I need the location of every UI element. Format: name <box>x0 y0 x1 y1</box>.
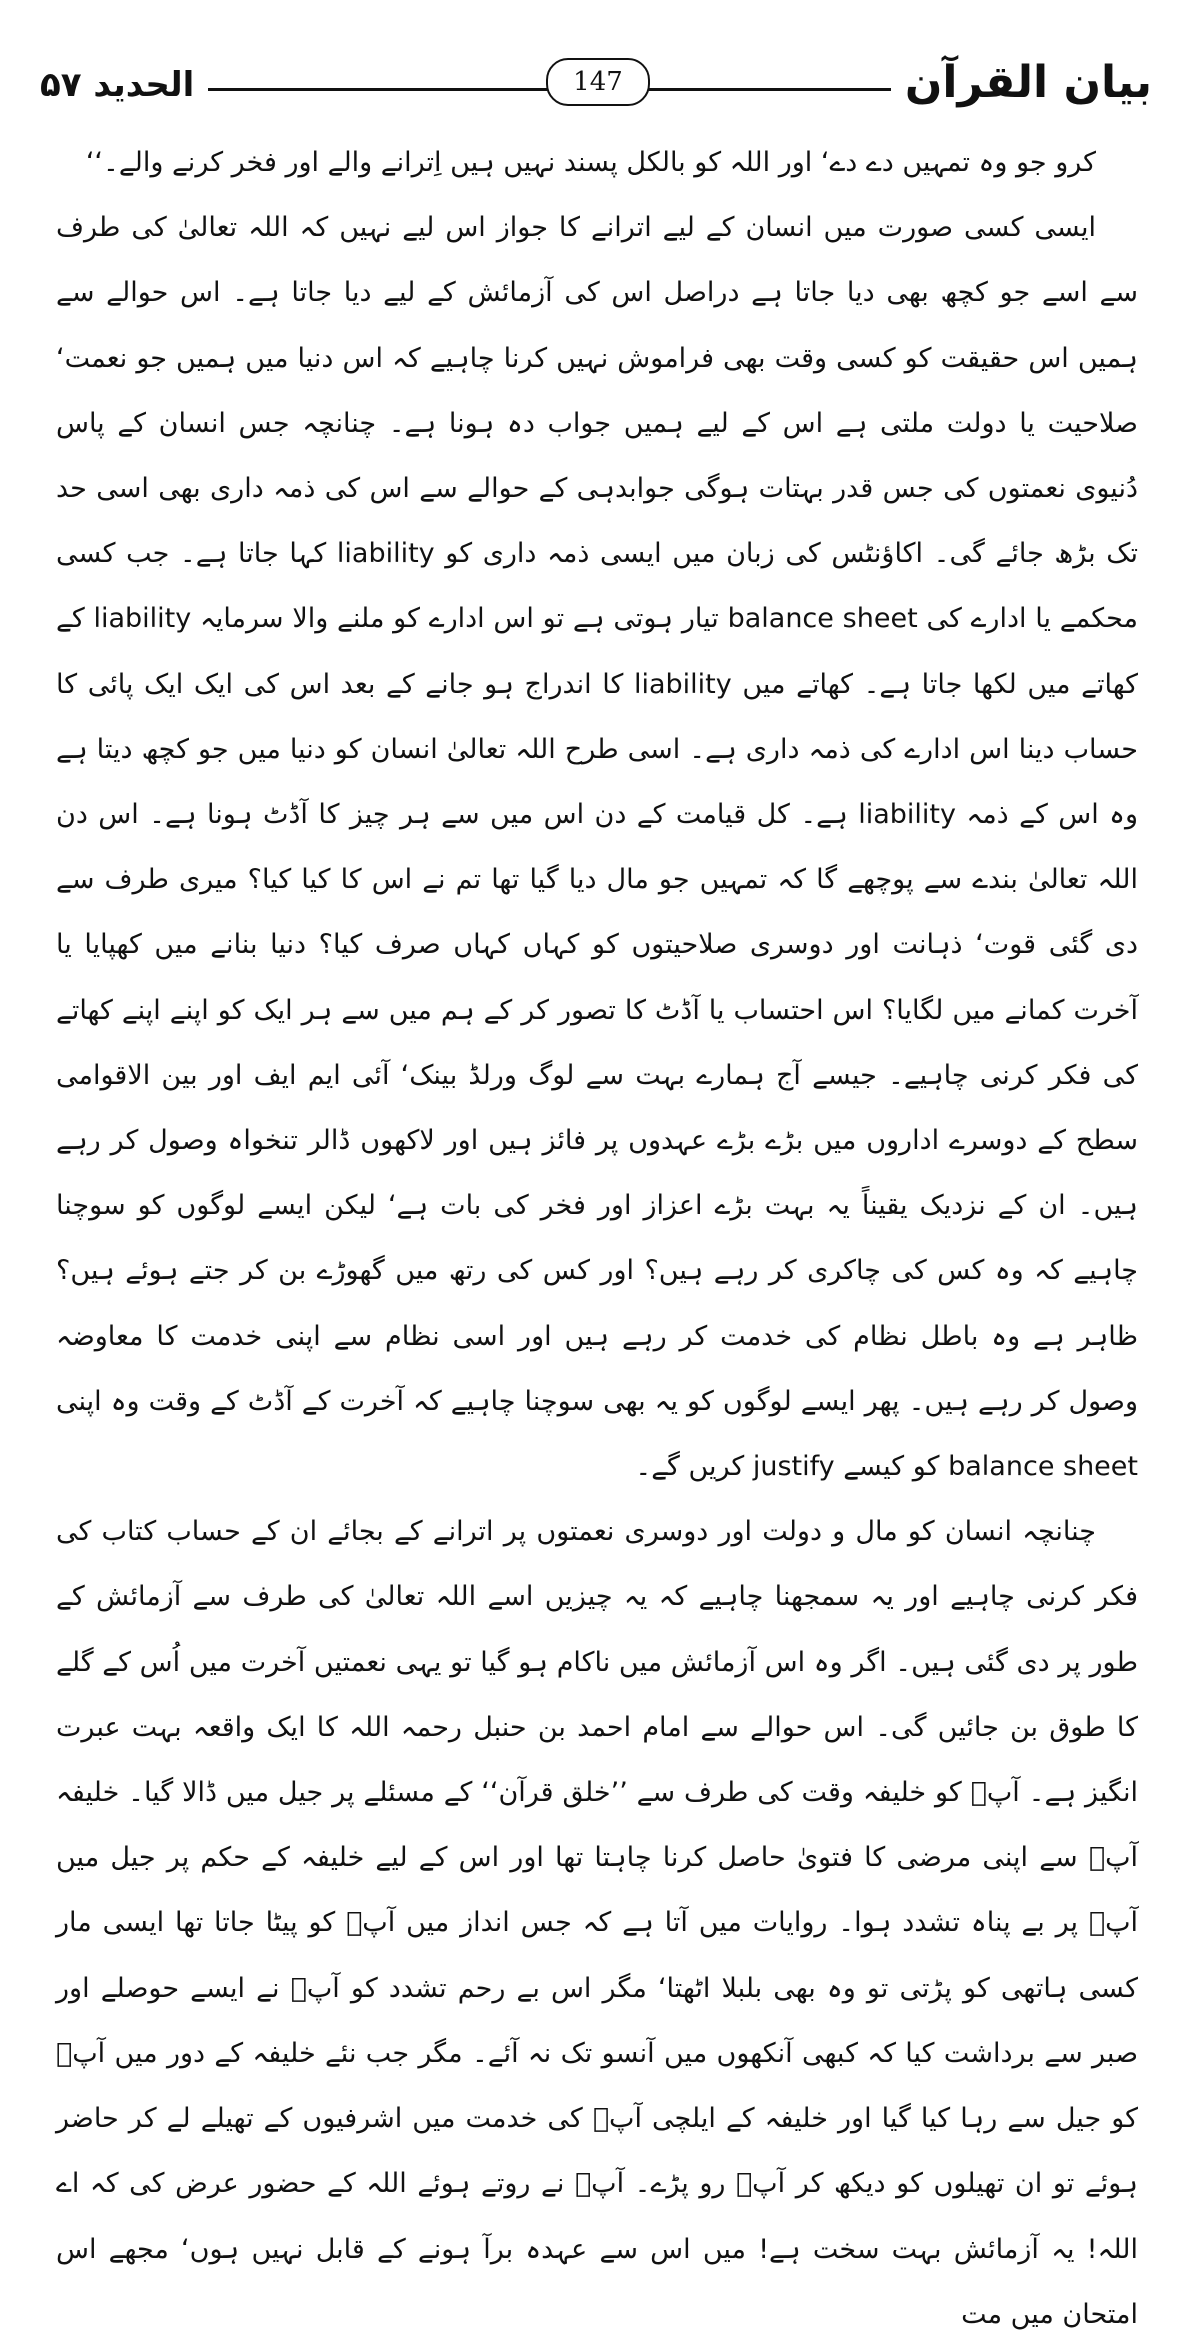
paragraph-imam-ahmad: چنانچہ انسان کو مال و دولت اور دوسری نعمتوں پر اترانے کے بجائے ان کے حساب کتاب کی فکر کرنی چاہیے اور یہ سمجھنا چاہیے کہ یہ چیزیں اسے اللہ تعالیٰ کی طرف سے آزمائش کے طور پر دی گئی ہیں۔ اگر وہ اس آزمائش میں ناکام ہو گیا تو یہی نعمتیں آخرت میں اُس کے گلے کا طوق بن جائیں گی۔ اس حوالے سے امام احمد بن حنبل رحمہ اللہ کا ایک واقعہ بہت عبرت انگیز ہے۔ آپؒ کو خلیفہ وقت کی طرف سے ’’خلق قرآن‘‘ کے مسئلے پر جیل میں ڈالا گیا۔ خلیفہ آپؒ سے اپنی مرضی کا فتویٰ حاصل کرنا چاہتا تھا اور اس کے لیے خلیفہ کے حکم پر جیل میں آپؒ پر بے پناہ تشدد ہوا۔ روایات میں آتا ہے کہ جس انداز میں آپؒ کو پیٹا جاتا تھا ایسی مار کسی ہاتھی کو پڑتی تو وہ بھی بلبلا اٹھتا‘ مگر اس بے رحم تشدد کو آپؒ نے ایسے حوصلے اور صبر سے برداشت کیا کہ کبھی آنکھوں میں آنسو تک نہ آئے۔ مگر جب نئے خلیفہ کے دور میں آپؒ کو جیل سے رہا کیا گیا اور خلیفہ کے ایلچی آپؒ کی خدمت میں اشرفیوں کے تھیلے لے کر حاضر ہوئے تو ان تھیلوں کو دیکھ کر آپؒ رو پڑے۔ آپؒ نے روتے ہوئے اللہ کے حضور عرض کی کہ اے اللہ! یہ آزمائش بہت سخت ہے! میں اس سے عہدہ برآ ہونے کے قابل نہیں ہوں‘ مجھے اس امتحان میں مت <box>56 1516 1138 2330</box>
book-title: بیان القرآن <box>891 52 1152 114</box>
body-text <box>56 130 1138 2347</box>
paragraph-quote-end: کرو جو وہ تمہیں دے دے‘ اور اللہ کو بالکل پسند نہیں ہیں اِترانے والے اور فخر کرنے والے۔‘‘ <box>85 147 1096 178</box>
paragraph-accountability: ایسی کسی صورت میں انسان کے لیے اترانے کا جواز اس لیے نہیں کہ اللہ تعالیٰ کی طرف سے اسے جو کچھ بھی دیا جاتا ہے دراصل اس کی آزمائش کے لیے دیا جاتا ہے۔ اس حوالے سے ہمیں اس حقیقت کو کسی وقت بھی فراموش نہیں کرنا چاہیے کہ اس دنیا میں ہمیں جو نعمت‘ صلاحیت یا دولت ملتی ہے اس کے لیے ہمیں جواب دہ ہونا ہے۔ چنانچہ جس انسان کے پاس دُنیوی نعمتوں کی جس قدر بہتات ہوگی جوابدہی کے حوالے سے اس کی ذمہ داری بھی اسی حد تک بڑھ جائے گی۔ اکاؤنٹس کی زبان میں ایسی ذمہ داری کو liability کہا جاتا ہے۔ جب کسی محکمے یا ادارے کی balance sheet تیار ہوتی ہے تو اس ادارے کو ملنے والا سرمایہ liability کے کھاتے میں لکھا جاتا ہے۔ کھاتے میں liability کا اندراج ہو جانے کے بعد اس کی ایک ایک پائی کا حساب دینا اس ادارے کی ذمہ داری ہے۔ اسی طرح اللہ تعالیٰ انسان کو دنیا میں جو کچھ دیتا ہے وہ اس کے ذمہ liability ہے۔ کل قیامت کے دن اس میں سے ہر چیز کا آڈٹ ہونا ہے۔ اس دن اللہ تعالیٰ بندے سے پوچھے گا کہ تمہیں جو مال دیا گیا تھا تم نے اس کا کیا کیا؟ میری طرف سے دی گئی قوت‘ ذہانت اور دوسری صلاحیتوں کو کہاں کہاں صرف کیا؟ دنیا بنانے میں کھپایا یا آخرت کمانے میں لگایا؟ اس احتساب یا آڈٹ کا تصور کر کے ہم میں سے ہر ایک کو اپنے اپنے کھاتے کی فکر کرنی چاہیے۔ جیسے آج ہمارے بہت سے لوگ ورلڈ بینک‘ آئی ایم ایف اور بین الاقوامی سطح کے دوسرے اداروں میں بڑے بڑے عہدوں پر فائز ہیں اور لاکھوں ڈالر تنخواہ وصول کر رہے ہیں۔ ان کے نزدیک یقیناً یہ بہت بڑے اعزاز اور فخر کی بات ہے‘ لیکن ایسے لوگوں کو سوچنا چاہیے کہ وہ کس کی چاکری کر رہے ہیں؟ اور کس کی رتھ میں گھوڑے بن کر جتے ہوئے ہیں؟ ظاہر ہے وہ باطل نظام کی خدمت کر رہے ہیں اور اسی نظام سے اپنی خدمت کا معاوضہ وصول کر رہے ہیں۔ پھر ایسے لوگوں کو یہ بھی سوچنا چاہیے کہ آخرت کے آڈٹ کے وقت وہ اپنی balance sheet کو کیسے justify کریں گے۔ <box>56 212 1138 1483</box>
page-header <box>40 52 1152 112</box>
page-number: 147 <box>546 58 650 106</box>
surah-label: الحدید ۵۷ <box>40 60 208 110</box>
